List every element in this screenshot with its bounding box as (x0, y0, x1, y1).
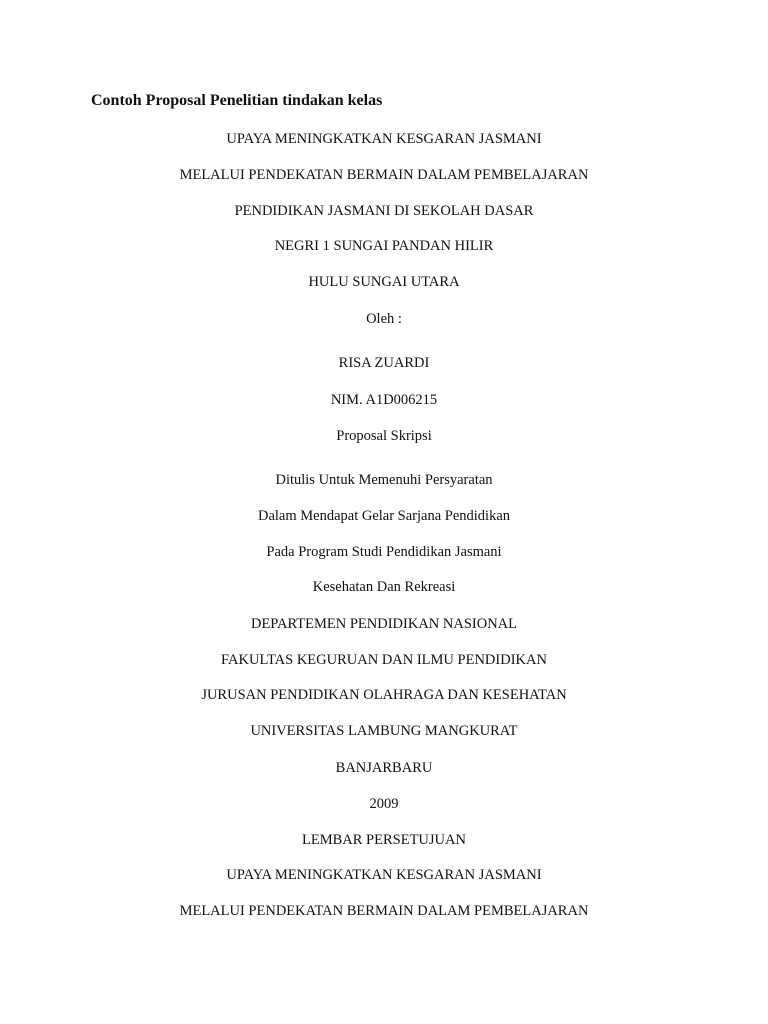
purpose-line-4: Kesehatan Dan Rekreasi (312, 579, 456, 595)
approval-title-line-1: UPAYA MENINGKATKAN KESGARAN JASMANI (226, 867, 542, 883)
purpose-line-1: Ditulis Untuk Memenuhi Persyaratan (275, 472, 493, 488)
author-by-label: Oleh : (366, 311, 402, 327)
title-line-5: HULU SUNGAI UTARA (308, 274, 460, 290)
approval-sheet-title: LEMBAR PERSETUJUAN (302, 832, 466, 848)
document-heading: Contoh Proposal Penelitian tindakan kelas (91, 92, 383, 109)
institution-line-3: JURUSAN PENDIDIKAN OLAHRAGA DAN KESEHATAN (201, 687, 567, 703)
institution-line-2: FAKULTAS KEGURUAN DAN ILMU PENDIDIKAN (221, 652, 547, 668)
approval-title-line-2: MELALUI PENDEKATAN BERMAIN DALAM PEMBELAJARAN (179, 903, 589, 919)
institution-city: BANJARBARU (335, 760, 433, 776)
document-type: Proposal Skripsi (336, 428, 432, 444)
purpose-line-2: Dalam Mendapat Gelar Sarjana Pendidikan (257, 508, 511, 524)
title-line-1: UPAYA MENINGKATKAN KESGARAN JASMANI (226, 131, 542, 147)
institution-line-1: DEPARTEMEN PENDIDIKAN NASIONAL (250, 616, 518, 632)
title-line-3: PENDIDIKAN JASMANI DI SEKOLAH DASAR (234, 203, 534, 219)
title-line-2: MELALUI PENDEKATAN BERMAIN DALAM PEMBELAJARAN (179, 167, 589, 183)
institution-line-4: UNIVERSITAS LAMBUNG MANGKURAT (250, 723, 518, 739)
author-name: RISA ZUARDI (338, 355, 430, 371)
title-line-4: NEGRI 1 SUNGAI PANDAN HILIR (274, 238, 494, 254)
institution-year: 2009 (369, 796, 399, 812)
purpose-line-3: Pada Program Studi Pendidikan Jasmani (266, 544, 502, 560)
author-nim: NIM. A1D006215 (330, 392, 438, 408)
